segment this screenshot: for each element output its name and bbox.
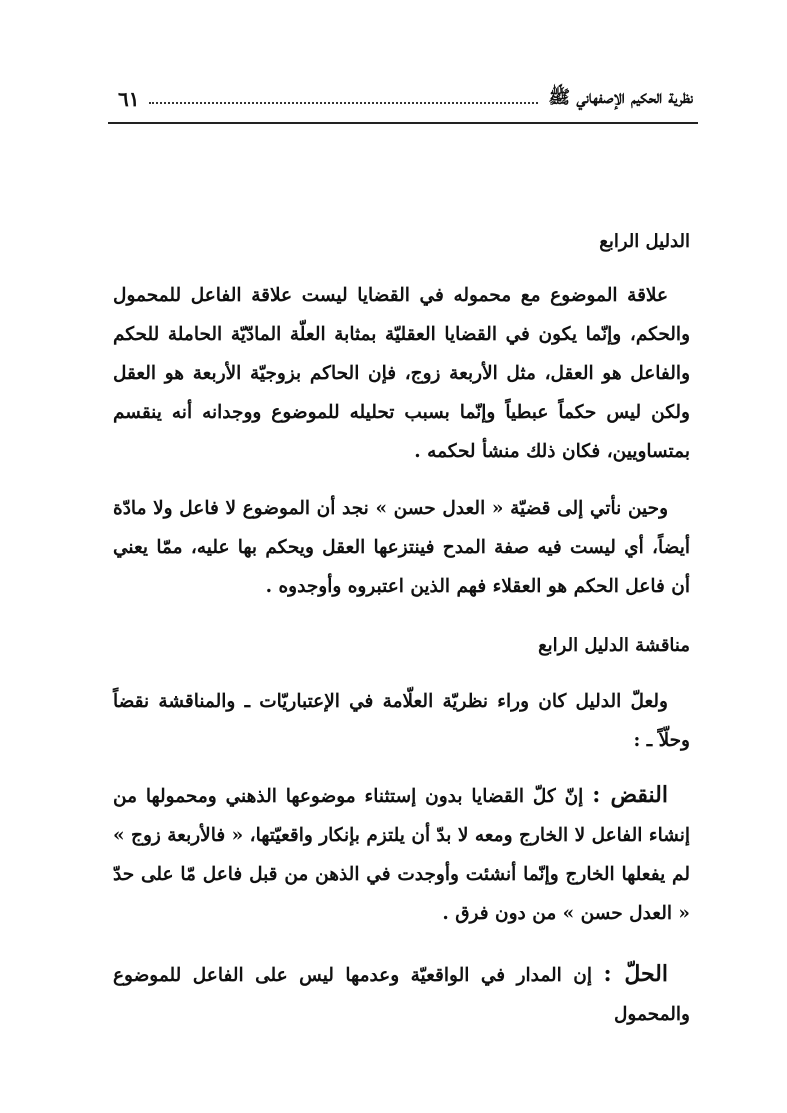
paragraph-text: إنّ كلّ القضايا بدون إستثناء موضوعها الذهني ومحمولها من إنشاء الفاعل لا الخارج ومعه لا بدّ أن يلتزم بإنكار واقعيّتها، « فالأربعة زوج » لم يفعلها الخارج وإنّما أنشئت وأوجدت في الذهن من قبل فاعل مّا على حدّ « العدل حسن » من دون فرق . [113, 786, 690, 924]
paragraph-text: إن المدار في الواقعيّة وعدمها ليس على الفاعل للموضوع والمحمول [113, 965, 690, 1025]
paragraph-lead: النقض : [592, 782, 668, 808]
paragraph [113, 955, 690, 1034]
paragraph [113, 776, 690, 933]
paragraph: ولعلّ الدليل كان وراء نظريّة العلّامة في الإعتباريّات ـ والمناقشة نقضاً وحلّاً ـ : [113, 691, 690, 751]
section-heading: مناقشة الدليل الرابع [538, 635, 690, 656]
paragraph: وحين نأتي إلى قضيّة « العدل حسن » نجد أن الموضوع لا فاعل ولا مادّة أيضاً، أي ليست فيه صفة المدح فينتزعها العقل ويحكم بها عليه، ممّا يعني أن فاعل الحكم هو العقلاء فهم الذين اعتبروه وأوجدوه . [113, 498, 690, 597]
running-title: نظرية الحكيم الإصفهاني ﷺ [548, 87, 693, 108]
body-text [113, 222, 690, 1034]
dotted-leader [149, 102, 538, 104]
page-number: ٦١ [118, 87, 140, 111]
section-heading: الدليل الرابع [599, 231, 690, 252]
paragraph: علاقة الموضوع مع محموله في القضايا ليست علاقة الفاعل للمحمول والحكم، وإنّما يكون في القضايا العقليّة بمثابة العلّة المادّيّة الحاملة للحكم والفاعل هو العقل، مثل الأربعة زوج، فإن الحاكم بزوجيّة الأربعة هو العقل ولكن ليس حكماً عبطياً وإنّما بسبب تحليله للموضوع ووجدانه أنه ينقسم بمتساويين، فكان ذلك منشأ لحكمه . [113, 285, 691, 462]
header-rule [108, 122, 698, 124]
paragraph-lead: الحلّ : [603, 961, 669, 987]
running-header [118, 84, 693, 114]
